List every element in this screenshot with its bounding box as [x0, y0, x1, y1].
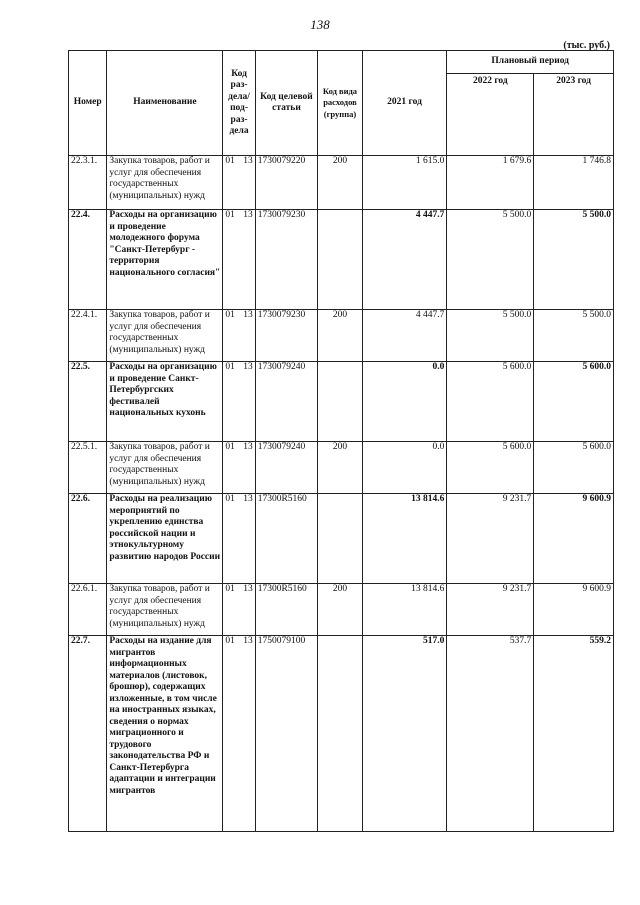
row-2022: 9 231.7 — [447, 494, 534, 584]
row-name: Закупка товаров, работ и услуг для обеспечения государственных (муниципальных) нужд — [107, 442, 223, 494]
header-expense-type: Код вида расходов (группа) — [318, 51, 362, 156]
row-target: 1730079230 — [255, 210, 318, 310]
header-number: Номер — [69, 51, 107, 156]
row-expense-type: 200 — [318, 584, 362, 636]
row-2023: 559.2 — [534, 636, 614, 832]
row-2022: 5 500.0 — [447, 210, 534, 310]
subsection-code: 13 — [243, 584, 253, 594]
row-2021: 517.0 — [362, 636, 447, 832]
row-expense-type: 200 — [318, 310, 362, 362]
row-2023: 1 746.8 — [534, 156, 614, 210]
row-expense-type — [318, 636, 362, 832]
row-section — [223, 494, 255, 584]
section-code: 01 — [225, 156, 235, 166]
row-2021: 0.0 — [362, 442, 447, 494]
row-number: 22.6.1. — [69, 584, 107, 636]
row-2022: 9 231.7 — [447, 584, 534, 636]
subsection-code: 13 — [243, 210, 253, 220]
row-target: 1730079240 — [255, 442, 318, 494]
row-name: Расходы на организацию и проведение молодежного форума "Санкт-Петербург - территория национального согласия" — [107, 210, 223, 310]
row-2022: 1 679.6 — [447, 156, 534, 210]
row-2023: 5 600.0 — [534, 442, 614, 494]
header-2021: 2021 год — [362, 51, 447, 156]
row-expense-type: 200 — [318, 442, 362, 494]
row-target: 1730079240 — [255, 362, 318, 442]
row-target: 1730079230 — [255, 310, 318, 362]
section-code: 01 — [225, 362, 235, 372]
subsection-code: 13 — [243, 362, 253, 372]
row-expense-type — [318, 210, 362, 310]
row-2023: 5 500.0 — [534, 210, 614, 310]
section-code: 01 — [225, 636, 235, 646]
table-row — [69, 210, 614, 310]
header-name: Наименование — [107, 51, 223, 156]
row-target: 17300R5160 — [255, 584, 318, 636]
row-name: Закупка товаров, работ и услуг для обеспечения государственных (муниципальных) нужд — [107, 584, 223, 636]
section-code: 01 — [225, 494, 235, 504]
header-2022: 2022 год — [447, 74, 534, 156]
page-number: 138 — [310, 17, 330, 32]
row-2021: 4 447.7 — [362, 210, 447, 310]
header-section: Код раз- дела/ под- раз- дела — [223, 51, 255, 156]
row-number: 22.7. — [69, 636, 107, 832]
table-row — [69, 442, 614, 494]
row-section — [223, 584, 255, 636]
row-2022: 537.7 — [447, 636, 534, 832]
table-row — [69, 636, 614, 832]
row-2023: 9 600.9 — [534, 494, 614, 584]
row-expense-type — [318, 362, 362, 442]
row-target: 1750079100 — [255, 636, 318, 832]
row-expense-type: 200 — [318, 156, 362, 210]
table-row — [69, 156, 614, 210]
row-name: Закупка товаров, работ и услуг для обеспечения государственных (муниципальных) нужд — [107, 310, 223, 362]
row-2021: 1 615.0 — [362, 156, 447, 210]
header-planned-period: Плановый период — [447, 51, 614, 74]
section-code: 01 — [225, 310, 235, 320]
row-section — [223, 636, 255, 832]
row-name: Расходы на издание для мигрантов информационных материалов (листовок, брошюр), содержащих изложенные, в том числе на иностранных языках, сведения о нормах миграционного и трудового законодательства РФ и Санкт-Петербурга адаптации и интеграции мигрантов — [107, 636, 223, 832]
row-2022: 5 600.0 — [447, 362, 534, 442]
row-target: 1730079220 — [255, 156, 318, 210]
row-section — [223, 442, 255, 494]
section-code: 01 — [225, 584, 235, 594]
row-2021: 4 447.7 — [362, 310, 447, 362]
row-2023: 9 600.9 — [534, 584, 614, 636]
table-row — [69, 362, 614, 442]
row-section — [223, 156, 255, 210]
row-2023: 5 600.0 — [534, 362, 614, 442]
header-target: Код целевой статьи — [255, 51, 318, 156]
row-number: 22.3.1. — [69, 156, 107, 210]
row-2022: 5 600.0 — [447, 442, 534, 494]
table-row — [69, 310, 614, 362]
units-label: (тыс. руб.) — [563, 40, 610, 51]
row-number: 22.5. — [69, 362, 107, 442]
row-2023: 5 500.0 — [534, 310, 614, 362]
row-section — [223, 210, 255, 310]
row-number: 22.4. — [69, 210, 107, 310]
row-name: Расходы на организацию и проведение Санкт-Петербургских фестивалей национальных кухонь — [107, 362, 223, 442]
section-code: 01 — [225, 442, 235, 452]
row-number: 22.5.1. — [69, 442, 107, 494]
row-section — [223, 310, 255, 362]
subsection-code: 13 — [243, 442, 253, 452]
header-2023: 2023 год — [534, 74, 614, 156]
subsection-code: 13 — [243, 156, 253, 166]
subsection-code: 13 — [243, 310, 253, 320]
row-section — [223, 362, 255, 442]
row-name: Закупка товаров, работ и услуг для обеспечения государственных (муниципальных) нужд — [107, 156, 223, 210]
budget-table — [68, 50, 614, 832]
row-2022: 5 500.0 — [447, 310, 534, 362]
section-code: 01 — [225, 210, 235, 220]
row-number: 22.6. — [69, 494, 107, 584]
row-2021: 0.0 — [362, 362, 447, 442]
row-2021: 13 814.6 — [362, 584, 447, 636]
table-row — [69, 494, 614, 584]
table-row — [69, 584, 614, 636]
row-name: Расходы на реализацию мероприятий по укреплению единства российской нации и этнокультурному развитию народов России — [107, 494, 223, 584]
row-target: 17300R5160 — [255, 494, 318, 584]
row-number: 22.4.1. — [69, 310, 107, 362]
row-expense-type — [318, 494, 362, 584]
row-2021: 13 814.6 — [362, 494, 447, 584]
subsection-code: 13 — [243, 636, 253, 646]
subsection-code: 13 — [243, 494, 253, 504]
table-body — [69, 156, 614, 832]
